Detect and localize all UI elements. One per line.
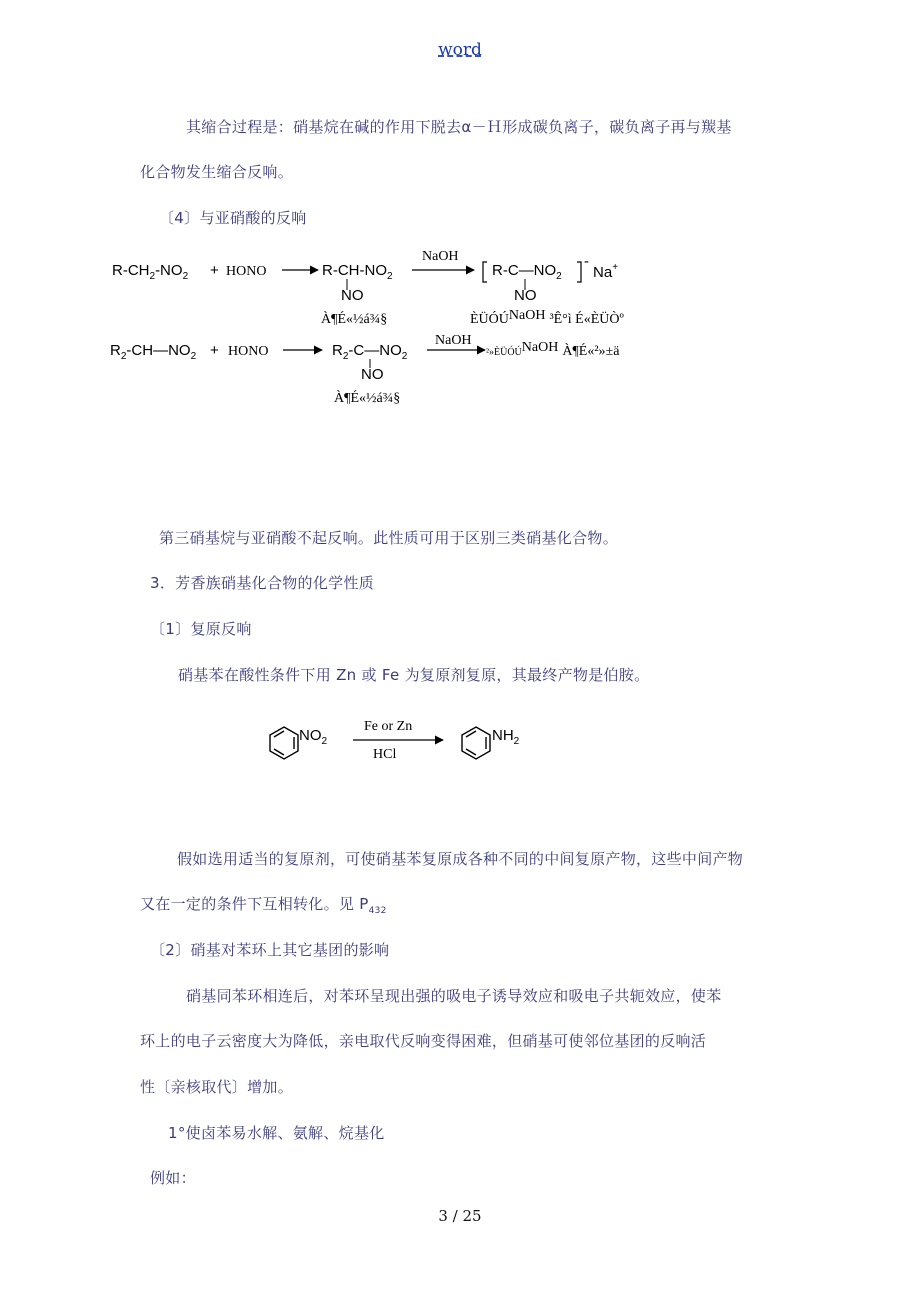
paragraph: 硝基同苯环相连后，对苯环呈现出强的吸电子诱导效应和吸电子共轭效应，使苯 [186, 987, 722, 1005]
plus-sign: + [210, 342, 219, 359]
list-item: 1°使卤苯易水解、氨解、烷基化 [168, 1124, 385, 1142]
paragraph: 例如： [150, 1169, 196, 1187]
nitroso-group: NO [514, 287, 537, 304]
nitroso-group: NO [341, 287, 364, 304]
subscript-page: 432 [368, 906, 387, 916]
garbled-label: ÈÜÓÚNaOH ³Ê°ì É«ÈÜÒº [470, 308, 624, 327]
reagent-naoh: NaOH [435, 333, 472, 348]
paragraph: 环上的电子云密度大为降低，亲电取代反响变得困难，但硝基可使邻位基团的反响活 [140, 1032, 707, 1050]
amino-group: $NH_2$ [492, 727, 520, 747]
reactant-primary-nitroalkane: $R-CH_2-NO_2$ [112, 262, 189, 282]
reagent-naoh: NaOH [422, 249, 459, 264]
sodium-ion: Na+ [593, 262, 619, 281]
section-heading: 〔1〕复原反响 [150, 620, 252, 638]
benzene-ring [462, 727, 490, 759]
product-pseudonitrole: $R_2-C—NO_2$ [332, 342, 408, 362]
section-heading: 3．芳香族硝基化合物的化学性质 [150, 574, 375, 592]
paragraph: 又在一定的条件下互相转化。见 $P_{432}$ [140, 895, 387, 916]
garbled-label: À¶É«½á¾§ [321, 312, 388, 327]
paragraph: 硝基苯在酸性条件下用 Zn 或 Fe 为复原剂复原，其最终产物是伯胺。 [178, 666, 650, 684]
nitroso-group: NO [361, 366, 384, 383]
reagent-hcl: HCl [373, 747, 397, 762]
nitrobenzene-reduction-scheme [260, 710, 560, 780]
reagent-hono: HONO [226, 264, 267, 279]
charge-minus: - [584, 253, 589, 270]
reagent-hono: HONO [228, 344, 269, 359]
garbled-label: ²»ÈÜÓÚNaOH À¶É«²»±ä [486, 340, 620, 359]
paragraph: 化合物发生缩合反响。 [140, 163, 294, 181]
paragraph: 假如选用适当的复原剂，可使硝基苯复原成各种不同的中间复原产物，这些中间产物 [177, 850, 744, 868]
nitro-group: $NO_2$ [299, 727, 328, 747]
product-nitrolic-acid: $R-CH-NO_2$ [322, 262, 393, 282]
product-salt: $R-C—NO_2$ [492, 262, 562, 282]
paragraph: 第三硝基烷与亚硝酸不起反响。此性质可用于区别三类硝基化合物。 [159, 529, 619, 547]
garbled-label: À¶É«½á¾§ [334, 391, 401, 406]
reactant-secondary-nitroalkane: $R_2-CH—NO_2$ [110, 342, 197, 362]
bracket-left [483, 262, 487, 282]
page-header-link[interactable]: word [438, 40, 482, 60]
nitroalkane-nitrous-acid-scheme [100, 240, 700, 415]
reagent-fe-zn: Fe or Zn [364, 719, 413, 734]
plus-sign: + [210, 262, 219, 279]
paragraph: 其缩合过程是：硝基烷在碱的作用下脱去α－Ｈ形成碳负离子，碳负离子再与羰基 [186, 118, 732, 136]
section-heading: 〔4〕与亚硝酸的反响 [159, 209, 307, 227]
section-heading: 〔2〕硝基对苯环上其它基团的影响 [150, 941, 390, 959]
bracket-right [577, 262, 581, 282]
paragraph: 性〔亲核取代〕增加。 [140, 1078, 294, 1096]
page-number: 3 / 25 [438, 1207, 482, 1225]
benzene-ring [270, 727, 298, 759]
